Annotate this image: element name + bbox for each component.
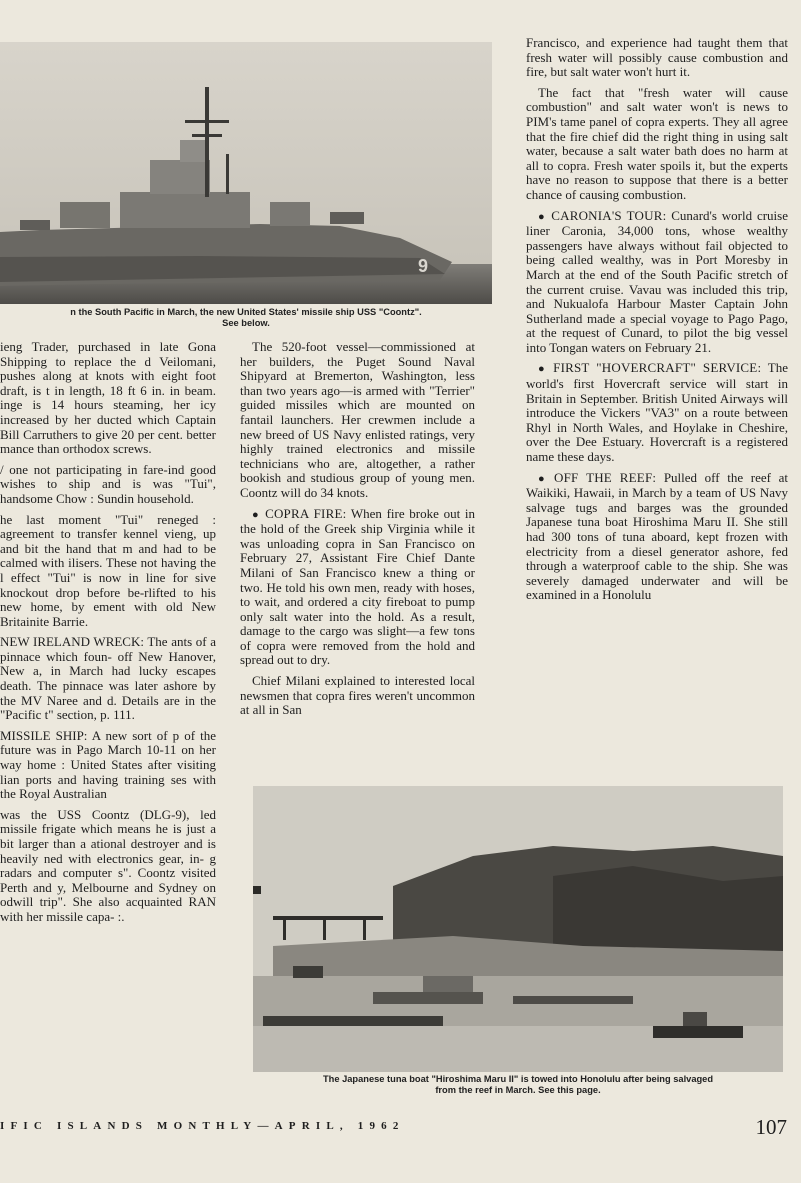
running-head: IFIC ISLANDS MONTHLY—APRIL, 1962 — [0, 1120, 405, 1132]
article-column-1 — [0, 340, 216, 931]
bottom-photo-caption — [253, 1074, 783, 1096]
tuna-boat-harbour-photo — [253, 786, 783, 1072]
copra-experts-paragraph: The fact that "fresh water will cause combustion" and salt water won't is news to PIM's tame panel of copra experts. They all agree that the fire chief did the right thing in using salt water, because a salt water bath does no harm at all to copra. Fresh water spoils it, but the experts have no reason to suppose that there is a better chance of causing combustion. — [526, 84, 788, 202]
hovercraft-paragraph — [526, 361, 788, 464]
new-ireland-wreck-paragraph: NEW IRELAND WRECK: The ants of a pinnace which foun- off New Hanover, New a, in March had lucky escapes death. The pinnace was later ashore by the MV Naree and d. Details are in the "Pacific t" section, p. 111. — [0, 634, 216, 723]
missile-ship-paragraph: MISSILE SHIP: A new sort of p of the future was in Pago March 10-11 on her way home : United States after visiting lian ports and having training ses with the Royal Australian — [0, 727, 216, 802]
page-footer — [0, 1117, 801, 1139]
copra-fire-heading: COPRA FIRE: — [265, 505, 347, 521]
caronia-heading: CARONIA'S TOUR: — [551, 207, 667, 223]
milani-paragraph: Chief Milani explained to interested local newsmen that copra fires weren't uncommon at all in San — [240, 673, 475, 718]
missile-ship-photo — [0, 42, 492, 304]
off-the-reef-body: Pulled off the reef at Waikiki, Hawaii, in March by a team of US Navy salvage tugs and barges was the grounded Japanese tuna boat Hiroshima Maru II. She still had 300 tons of tuna aboard, kept frozen with electricity from a diesel generator ashore, fed through a waterproof cable to the ship. She was severely damaged underwater and will be examined in a Honolulu — [526, 469, 788, 603]
top-photo-caption — [0, 307, 492, 329]
article-column-2 — [240, 340, 475, 724]
fresh-water-paragraph: Francisco, and experience had taught them that fresh water will possibly cause combustion and fire, but salt water won't hurt it. — [526, 35, 788, 80]
svg-text:9: 9 — [418, 256, 429, 276]
bullet-icon: ● — [538, 210, 547, 223]
tui-farewell-paragraph: / one not participating in fare-ind good wishes to ship and is was "Tui", handsome Chow : Sundin household. — [0, 461, 216, 506]
bottom-caption-line2: from the reef in March. See this page. — [435, 1085, 601, 1095]
bullet-icon: ● — [252, 508, 261, 521]
trader-paragraph: ieng Trader, purchased in late Gona Shipping to replace the d Veilomani, pushes along at knots with eight foot draft, is t in length, 18 ft 6 in. in beam. inge is 14 hours steaming, her icy increased by her ducted which Captain Bill Carruthers to give 20 per cent. better mance than orthodox screws. — [0, 339, 216, 457]
hovercraft-heading: FIRST "HOVERCRAFT" SERVICE: — [553, 360, 762, 376]
article-column-3 — [526, 36, 788, 609]
off-the-reef-paragraph — [526, 471, 788, 603]
copra-fire-body: When fire broke out in the hold of the Greek ship Virginia while it was unloading copra in San Francisco on February 27, Assistant Fire Chief Dante Milani of San Francisco knew a thing or two. He told his own men, ready with hoses, to wait, and ordered a city fireboat to pump only salt water into the hold. As a result, damage to the cargo was slight—a few tons of copra were removed from the hold and spread out to dry. — [240, 505, 476, 668]
bottom-caption-line1: The Japanese tuna boat "Hiroshima Maru II" is towed into Honolulu after being salvaged — [322, 1074, 714, 1084]
off-the-reef-heading: OFF THE REEF: — [554, 469, 657, 485]
tui-reneged-paragraph: he last moment "Tui" reneged : agreement to transfer kennel vieng, up and bit the hand that m and had to be calmed with ilisers. These not having the l effect "Tui" is now in line for sive knockout drop before be-rlifted to his new home, by ement with old New Britainite Barrie. — [0, 511, 216, 629]
copra-fire-paragraph — [240, 507, 475, 669]
top-caption-line1: n the South Pacific in March, the new United States' missile ship USS "Coontz". — [70, 307, 422, 317]
page-number: 107 — [755, 1115, 787, 1139]
bullet-icon: ● — [538, 363, 549, 376]
coontz-paragraph: was the USS Coontz (DLG-9), led missile frigate which means he is just a bit larger than a ational destroyer and is heavily ned with electronics gear, in- g radars and computer s". Coontz visited Perth and y, Melbourne and Sydney on odwill trip". She also acquainted RAN with her missile capa- :. — [0, 806, 216, 924]
bullet-icon: ● — [538, 472, 550, 485]
top-caption-line2: See below. — [222, 318, 270, 328]
caronia-paragraph — [526, 209, 788, 356]
caronia-body: Cunard's world cruise liner Caronia, 34,000 tons, whose wealthy passengers have always without fail objected to being called wealthy, was in Port Moresby in March at the end of the South Pacific stretch of the current cruise. Vavau was included this trip, and Nukualofa Harbour Master Captain John Sutherland made a special voyage to Pago Pago, at the request of Cunard, to pilot the big vessel into Tongan waters on February 21. — [526, 207, 788, 355]
hovercraft-body: The world's first Hovercraft service will start in Britain in September. British United Airways will introduce the Vickers "VA3" on a route between Rhyl in North Wales, and Hoylake in Cheshire, over the Dee Estuary. Hovercraft is a registered name these days. — [526, 360, 788, 465]
coontz-vessel-paragraph: The 520-foot vessel—commissioned at her builders, the Puget Sound Naval Shipyard at Bremerton, Washington, less than two years ago—is armed with "Terrier" guided missiles which are mounted on fantail launchers. Her crewmen include a new breed of US Navy enlisted ratings, very highly trained electronics and missile technicians who are, altogether, a rather bookish and studious group of young men. Coontz will do 34 knots. — [240, 339, 475, 500]
